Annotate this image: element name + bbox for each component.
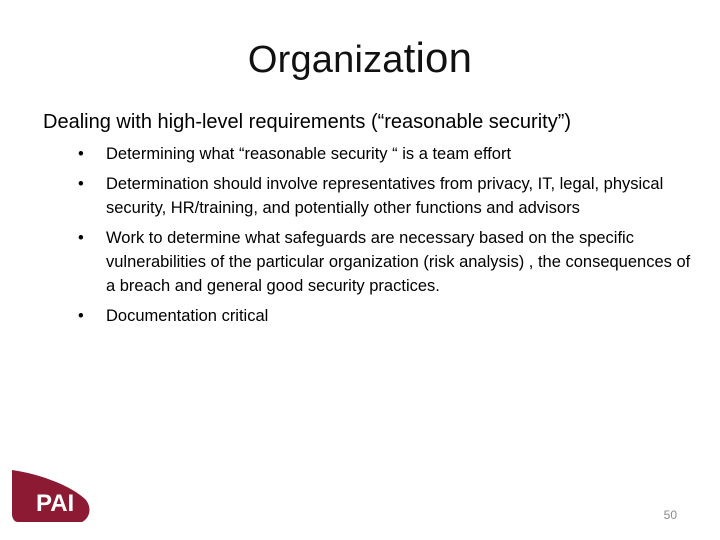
pai-logo	[10, 468, 92, 524]
bullet-text: Determination should involve representatives from privacy, IT, legal, physical security, HR/training, and potentially other functions and advisors	[106, 175, 664, 217]
slide-title	[0, 34, 720, 84]
bullet-marker: •	[78, 145, 84, 163]
bullet-item	[78, 304, 698, 328]
bullet-item	[78, 226, 698, 298]
slide-title-main: Organiza	[247, 39, 404, 81]
slide-title-tail: tion	[403, 34, 473, 81]
intro-text: Dealing with high-level requirements (“reasonable security”)	[43, 111, 572, 133]
bullet-list	[78, 142, 698, 334]
bullet-marker: •	[78, 229, 84, 247]
bullet-item	[78, 172, 698, 220]
bullet-text: Documentation critical	[106, 307, 269, 325]
bullet-item	[78, 142, 698, 166]
logo-text: PAI	[36, 490, 75, 517]
bullet-text: Determining what “reasonable security “ is a team effort	[106, 145, 512, 163]
bullet-text: Work to determine what safeguards are necessary based on the specific vulnerabilities of the particular organization (risk analysis) , the consequences of a breach and general good security practices.	[106, 229, 691, 295]
page-number: 50	[663, 508, 677, 522]
bullet-marker: •	[78, 307, 84, 325]
bullet-marker: •	[78, 175, 84, 193]
